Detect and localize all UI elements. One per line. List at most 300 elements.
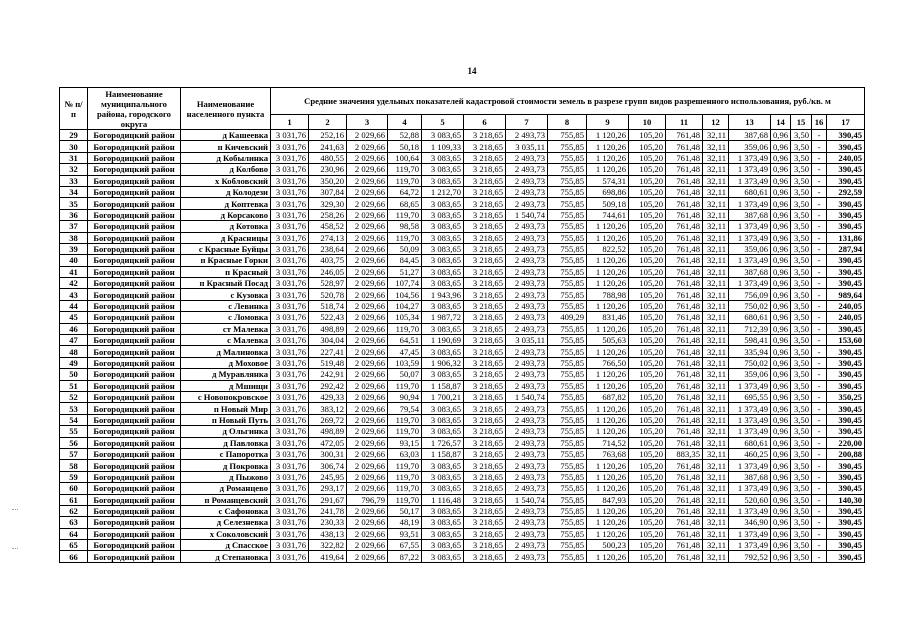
cell-group-1: 3 031,76	[271, 278, 309, 289]
cell-district: Богородицкий район	[88, 130, 181, 141]
table-body	[60, 130, 865, 563]
cell-group-12: 32,11	[703, 164, 729, 175]
cell-group-8: 755,85	[548, 369, 587, 380]
cell-group-8: 755,85	[548, 551, 587, 562]
cell-group-8: 755,85	[548, 289, 587, 300]
cell-group-5: 3 083,65	[422, 505, 464, 516]
cell-group-9: 1 120,26	[587, 403, 629, 414]
cell-group-17: 200,88	[827, 448, 865, 459]
cell-group-7: 2 493,73	[506, 198, 548, 209]
cell-group-10: 105,20	[629, 130, 666, 141]
cell-settlement: ст Малевка	[181, 323, 271, 334]
cell-group-3: 2 029,66	[347, 221, 388, 232]
cell-group-4: 119,70	[388, 209, 422, 220]
cell-group-14: 0,96	[771, 346, 791, 357]
cell-group-12: 32,11	[703, 414, 729, 425]
cell-group-3: 2 029,66	[347, 403, 388, 414]
table-row	[60, 528, 865, 539]
cell-group-5: 3 083,65	[422, 221, 464, 232]
cell-group-4: 100,64	[388, 152, 422, 163]
cell-group-8: 755,85	[548, 414, 587, 425]
cell-group-17: 390,45	[827, 357, 865, 368]
cell-group-17: 390,45	[827, 175, 865, 186]
cell-number: 31	[60, 152, 88, 163]
cell-group-10: 105,20	[629, 164, 666, 175]
cell-group-11: 761,48	[666, 266, 703, 277]
cell-group-8: 755,85	[548, 221, 587, 232]
cell-group-7: 2 493,73	[506, 426, 548, 437]
cell-group-15: 3,50	[791, 312, 812, 323]
cell-group-13: 387,68	[729, 471, 771, 482]
cell-group-15: 3,50	[791, 357, 812, 368]
cell-group-15: 3,50	[791, 198, 812, 209]
cell-group-6: 3 218,65	[464, 551, 506, 562]
header-average-values: Средние значения удельных показателей кадастровой стоимости земель в разрезе групп видов разрешенного использования, руб./кв. м	[271, 88, 865, 115]
cell-district: Богородицкий район	[88, 540, 181, 551]
cell-group-10: 105,20	[629, 232, 666, 243]
cell-group-11: 761,48	[666, 540, 703, 551]
cell-group-4: 119,70	[388, 494, 422, 505]
cell-group-14: 0,96	[771, 141, 791, 152]
cell-group-7: 2 493,73	[506, 551, 548, 562]
cell-group-9: 1 120,26	[587, 152, 629, 163]
cell-group-5: 1 158,87	[422, 448, 464, 459]
cell-group-16: -	[812, 266, 827, 277]
cell-group-16: -	[812, 209, 827, 220]
header-number: № п/п	[60, 88, 88, 130]
cell-district: Богородицкий район	[88, 471, 181, 482]
table-row	[60, 278, 865, 289]
cell-group-10: 105,20	[629, 369, 666, 380]
cell-group-1: 3 031,76	[271, 483, 309, 494]
cell-group-9: 1 120,26	[587, 517, 629, 528]
cell-group-10: 105,20	[629, 414, 666, 425]
cell-group-14: 0,96	[771, 312, 791, 323]
table-row	[60, 232, 865, 243]
cell-settlement: д Малиновка	[181, 346, 271, 357]
cell-group-16: -	[812, 369, 827, 380]
cell-group-14: 0,96	[771, 164, 791, 175]
table-row	[60, 380, 865, 391]
cell-group-16: -	[812, 164, 827, 175]
cell-group-6: 3 218,65	[464, 255, 506, 266]
cell-group-4: 79,54	[388, 403, 422, 414]
cell-group-10: 105,20	[629, 243, 666, 254]
cell-group-15: 3,50	[791, 494, 812, 505]
cell-group-6: 3 218,65	[464, 357, 506, 368]
cell-district: Богородицкий район	[88, 448, 181, 459]
cell-settlement: д Коптевка	[181, 198, 271, 209]
cell-group-3: 2 029,66	[347, 437, 388, 448]
cell-group-13: 1 373,49	[729, 232, 771, 243]
cell-group-1: 3 031,76	[271, 164, 309, 175]
cell-group-7: 2 493,73	[506, 323, 548, 334]
cell-group-2: 304,04	[309, 335, 347, 346]
cell-group-16: -	[812, 471, 827, 482]
cell-group-3: 2 029,66	[347, 152, 388, 163]
cell-group-6: 3 218,65	[464, 403, 506, 414]
cell-group-9: 1 120,26	[587, 505, 629, 516]
cell-district: Богородицкий район	[88, 152, 181, 163]
cell-group-5: 3 083,65	[422, 255, 464, 266]
cell-district: Богородицкий район	[88, 505, 181, 516]
cell-group-4: 64,72	[388, 186, 422, 197]
cell-settlement: д Моховое	[181, 357, 271, 368]
cell-group-6: 3 218,65	[464, 323, 506, 334]
cell-group-7: 2 493,73	[506, 232, 548, 243]
cell-district: Богородицкий район	[88, 198, 181, 209]
cell-group-2: 242,91	[309, 369, 347, 380]
cell-group-4: 93,15	[388, 437, 422, 448]
cell-number: 66	[60, 551, 88, 562]
cell-group-9: 1 120,26	[587, 278, 629, 289]
header-group-8: 8	[548, 115, 587, 130]
cell-settlement: с Ломовка	[181, 312, 271, 323]
cell-group-7: 2 493,73	[506, 278, 548, 289]
cell-group-3: 2 029,66	[347, 540, 388, 551]
cell-group-11: 761,48	[666, 494, 703, 505]
cell-group-15: 3,50	[791, 437, 812, 448]
cell-group-12: 32,11	[703, 312, 729, 323]
cell-group-9: 1 120,26	[587, 483, 629, 494]
cell-group-10: 105,20	[629, 403, 666, 414]
cell-group-4: 119,70	[388, 460, 422, 471]
cell-number: 36	[60, 209, 88, 220]
cell-group-17: 390,45	[827, 471, 865, 482]
cell-group-5: 3 083,65	[422, 300, 464, 311]
cell-settlement: х Соколовский	[181, 528, 271, 539]
cell-group-3: 2 029,66	[347, 528, 388, 539]
table-row	[60, 369, 865, 380]
cell-group-2: 230,33	[309, 517, 347, 528]
cell-group-3: 2 029,66	[347, 323, 388, 334]
cell-group-16: -	[812, 551, 827, 562]
cell-group-7: 2 493,73	[506, 414, 548, 425]
cell-group-1: 3 031,76	[271, 517, 309, 528]
cell-settlement: с Кузовка	[181, 289, 271, 300]
cell-group-2: 293,17	[309, 483, 347, 494]
cell-group-12: 32,11	[703, 483, 729, 494]
cell-settlement: с Малевка	[181, 335, 271, 346]
cell-group-4: 119,70	[388, 426, 422, 437]
cell-group-14: 0,96	[771, 403, 791, 414]
table-row	[60, 335, 865, 346]
cell-group-7: 2 493,73	[506, 403, 548, 414]
cell-group-2: 269,72	[309, 414, 347, 425]
table-row	[60, 540, 865, 551]
cell-group-14: 0,96	[771, 437, 791, 448]
cell-number: 35	[60, 198, 88, 209]
cell-group-17: 390,45	[827, 255, 865, 266]
cell-group-4: 107,74	[388, 278, 422, 289]
cell-district: Богородицкий район	[88, 266, 181, 277]
cell-group-7: 2 493,73	[506, 517, 548, 528]
table-row	[60, 437, 865, 448]
cell-group-14: 0,96	[771, 391, 791, 402]
cell-number: 60	[60, 483, 88, 494]
cell-group-11: 761,48	[666, 209, 703, 220]
cell-group-9: 1 120,26	[587, 221, 629, 232]
cell-group-3: 2 029,66	[347, 175, 388, 186]
cell-group-2: 245,95	[309, 471, 347, 482]
cell-group-2: 383,12	[309, 403, 347, 414]
cell-group-14: 0,96	[771, 130, 791, 141]
cell-group-12: 32,11	[703, 391, 729, 402]
cell-group-6: 3 218,65	[464, 414, 506, 425]
cell-group-6: 3 218,65	[464, 289, 506, 300]
cell-group-1: 3 031,76	[271, 152, 309, 163]
cell-group-12: 32,11	[703, 323, 729, 334]
cell-group-11: 761,48	[666, 278, 703, 289]
cell-group-8: 755,85	[548, 232, 587, 243]
cell-group-10: 105,20	[629, 323, 666, 334]
cell-group-2: 498,89	[309, 323, 347, 334]
cell-group-13: 1 373,49	[729, 483, 771, 494]
cell-group-15: 3,50	[791, 152, 812, 163]
cell-group-17: 220,00	[827, 437, 865, 448]
table-row	[60, 221, 865, 232]
cell-group-9: 687,82	[587, 391, 629, 402]
table-row	[60, 243, 865, 254]
cell-group-4: 119,70	[388, 232, 422, 243]
cell-group-3: 2 029,66	[347, 380, 388, 391]
cell-group-1: 3 031,76	[271, 346, 309, 357]
cell-group-5: 3 083,65	[422, 471, 464, 482]
cell-group-15: 3,50	[791, 460, 812, 471]
cell-group-9: 698,86	[587, 186, 629, 197]
cell-group-17: 390,45	[827, 483, 865, 494]
cell-group-7: 2 493,73	[506, 448, 548, 459]
cell-group-7: 3 035,11	[506, 141, 548, 152]
cell-number: 45	[60, 312, 88, 323]
cell-settlement: д Корсаково	[181, 209, 271, 220]
cell-group-3: 2 029,66	[347, 278, 388, 289]
cell-settlement: д Муравлянка	[181, 369, 271, 380]
cell-group-16: -	[812, 289, 827, 300]
cell-group-15: 3,50	[791, 221, 812, 232]
cell-group-1: 3 031,76	[271, 312, 309, 323]
table-row	[60, 289, 865, 300]
cell-group-2: 258,26	[309, 209, 347, 220]
cell-group-6: 3 218,65	[464, 460, 506, 471]
cell-group-6: 3 218,65	[464, 335, 506, 346]
cell-district: Богородицкий район	[88, 426, 181, 437]
cell-group-15: 3,50	[791, 471, 812, 482]
header-group-16: 16	[812, 115, 827, 130]
cell-group-1: 3 031,76	[271, 403, 309, 414]
header-group-14: 14	[771, 115, 791, 130]
cell-group-13: 460,25	[729, 448, 771, 459]
cell-group-8: 755,85	[548, 380, 587, 391]
cell-group-6: 3 218,65	[464, 232, 506, 243]
cell-settlement: п Красный Посад	[181, 278, 271, 289]
cell-group-10: 105,20	[629, 141, 666, 152]
cell-group-1: 3 031,76	[271, 369, 309, 380]
cell-group-17: 390,45	[827, 414, 865, 425]
cell-group-3: 796,79	[347, 494, 388, 505]
cell-group-16: -	[812, 380, 827, 391]
cell-settlement: д Красницы	[181, 232, 271, 243]
cell-group-17: 390,45	[827, 505, 865, 516]
cell-group-2: 522,43	[309, 312, 347, 323]
cell-number: 38	[60, 232, 88, 243]
cell-group-5: 3 083,65	[422, 175, 464, 186]
cell-group-3: 2 029,66	[347, 460, 388, 471]
cell-group-11: 761,48	[666, 198, 703, 209]
cell-group-2: 300,31	[309, 448, 347, 459]
cell-group-3: 2 029,66	[347, 369, 388, 380]
cell-group-12: 32,11	[703, 380, 729, 391]
cell-group-10: 105,20	[629, 528, 666, 539]
cell-group-9: 766,50	[587, 357, 629, 368]
cell-group-13: 1 373,49	[729, 403, 771, 414]
cell-group-14: 0,96	[771, 483, 791, 494]
cell-group-5: 1 943,96	[422, 289, 464, 300]
cell-group-7: 2 493,73	[506, 357, 548, 368]
cell-group-11: 761,48	[666, 403, 703, 414]
page-number: 14	[467, 66, 477, 76]
cell-group-15: 3,50	[791, 346, 812, 357]
cell-group-4: 51,27	[388, 266, 422, 277]
cell-group-14: 0,96	[771, 266, 791, 277]
cell-group-7: 2 493,73	[506, 505, 548, 516]
cell-group-15: 3,50	[791, 300, 812, 311]
cell-group-10: 105,20	[629, 357, 666, 368]
cell-group-9: 509,18	[587, 198, 629, 209]
cell-group-2: 238,64	[309, 243, 347, 254]
cell-group-15: 3,50	[791, 186, 812, 197]
header-group-4: 4	[388, 115, 422, 130]
header-group-7: 7	[506, 115, 548, 130]
cell-group-8: 755,85	[548, 471, 587, 482]
cell-group-6: 3 218,65	[464, 141, 506, 152]
cell-group-6: 3 218,65	[464, 186, 506, 197]
cell-group-9: 1 120,26	[587, 323, 629, 334]
cell-group-17: 390,45	[827, 528, 865, 539]
cell-group-16: -	[812, 448, 827, 459]
cell-group-15: 3,50	[791, 483, 812, 494]
header-settlement: Наименование населенного пункта	[181, 88, 271, 130]
cell-group-11: 761,48	[666, 323, 703, 334]
cell-group-11: 761,48	[666, 232, 703, 243]
header-row-top	[60, 88, 865, 115]
cell-group-13: 598,41	[729, 335, 771, 346]
cell-group-4: 47,45	[388, 346, 422, 357]
cell-group-16: -	[812, 243, 827, 254]
cell-group-1: 3 031,76	[271, 255, 309, 266]
cell-group-14: 0,96	[771, 152, 791, 163]
cell-district: Богородицкий район	[88, 551, 181, 562]
cell-group-5: 1 116,48	[422, 494, 464, 505]
cell-group-9: 1 120,26	[587, 426, 629, 437]
cell-number: 44	[60, 300, 88, 311]
cell-group-10: 105,20	[629, 335, 666, 346]
cell-group-6: 3 218,65	[464, 243, 506, 254]
cell-settlement: д Павловка	[181, 437, 271, 448]
cell-group-1: 3 031,76	[271, 426, 309, 437]
cell-district: Богородицкий район	[88, 255, 181, 266]
cell-group-3: 2 029,66	[347, 551, 388, 562]
cell-group-2: 480,55	[309, 152, 347, 163]
cell-group-16: -	[812, 414, 827, 425]
cell-group-14: 0,96	[771, 323, 791, 334]
cell-group-8: 755,85	[548, 198, 587, 209]
margin-mark	[12, 509, 18, 510]
cell-group-9: 574,31	[587, 175, 629, 186]
cell-number: 65	[60, 540, 88, 551]
cell-group-12: 32,11	[703, 437, 729, 448]
cell-group-17: 390,45	[827, 141, 865, 152]
cell-group-1: 3 031,76	[271, 528, 309, 539]
cell-group-14: 0,96	[771, 540, 791, 551]
cell-group-8: 755,85	[548, 141, 587, 152]
table-row	[60, 426, 865, 437]
cell-group-11: 883,35	[666, 448, 703, 459]
header-group-15: 15	[791, 115, 812, 130]
cell-group-7: 2 493,73	[506, 369, 548, 380]
cell-group-5: 3 083,65	[422, 414, 464, 425]
cell-group-17: 390,45	[827, 130, 865, 141]
table-row	[60, 312, 865, 323]
cell-group-1: 3 031,76	[271, 380, 309, 391]
cell-group-11: 761,48	[666, 300, 703, 311]
cell-group-12: 32,11	[703, 460, 729, 471]
table-row	[60, 460, 865, 471]
cell-group-8: 755,85	[548, 278, 587, 289]
cell-settlement: п Новый Мир	[181, 403, 271, 414]
cell-group-3: 2 029,66	[347, 335, 388, 346]
header-group-3: 3	[347, 115, 388, 130]
cell-group-9: 1 120,26	[587, 346, 629, 357]
cell-group-2: 322,82	[309, 540, 347, 551]
cell-group-6: 3 218,65	[464, 540, 506, 551]
cell-district: Богородицкий район	[88, 369, 181, 380]
cell-group-1: 3 031,76	[271, 243, 309, 254]
cell-group-16: -	[812, 483, 827, 494]
cell-group-4: 119,70	[388, 414, 422, 425]
cell-group-5: 1 906,32	[422, 357, 464, 368]
cell-group-8: 755,85	[548, 483, 587, 494]
cell-group-7: 2 493,73	[506, 186, 548, 197]
cell-group-9: 714,52	[587, 437, 629, 448]
cell-group-2: 519,48	[309, 357, 347, 368]
cell-group-7: 2 493,73	[506, 243, 548, 254]
cell-group-10: 105,20	[629, 186, 666, 197]
cell-group-15: 3,50	[791, 323, 812, 334]
cell-group-12: 32,11	[703, 175, 729, 186]
cell-group-13: 792,52	[729, 551, 771, 562]
cell-group-5: 3 083,65	[422, 164, 464, 175]
cell-number: 54	[60, 414, 88, 425]
cell-group-5: 3 083,65	[422, 323, 464, 334]
cell-group-17: 989,64	[827, 289, 865, 300]
cell-settlement: д Кобылинка	[181, 152, 271, 163]
table-row	[60, 300, 865, 311]
cell-group-5: 3 083,65	[422, 540, 464, 551]
header-group-9: 9	[587, 115, 629, 130]
table-row	[60, 551, 865, 562]
cell-group-15: 3,50	[791, 517, 812, 528]
cell-number: 52	[60, 391, 88, 402]
cell-group-10: 105,20	[629, 517, 666, 528]
table-row	[60, 323, 865, 334]
cell-group-3: 2 029,66	[347, 346, 388, 357]
cell-group-4: 50,09	[388, 243, 422, 254]
cell-group-10: 105,20	[629, 448, 666, 459]
cell-group-12: 32,11	[703, 243, 729, 254]
cell-group-17: 390,45	[827, 209, 865, 220]
cell-group-2: 329,30	[309, 198, 347, 209]
